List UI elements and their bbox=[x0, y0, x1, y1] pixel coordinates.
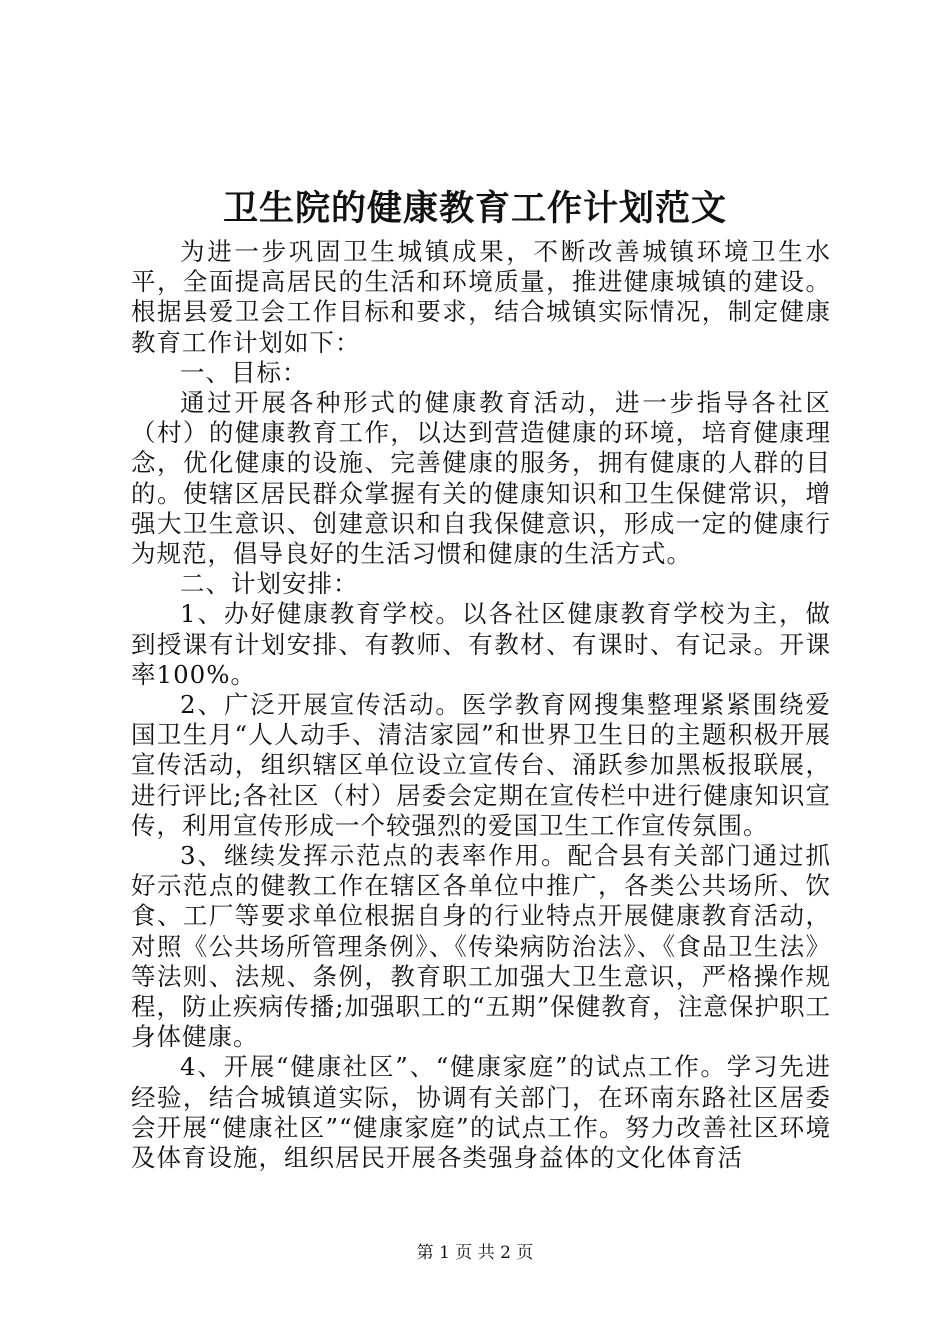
plan-item-3: 3、继续发挥示范点的表率作用。配合县有关部门通过抓好示范点的健教工作在辖区各单位中推广，各类公共场所、饮食、工厂等要求单位根据自身的行业特点开展健康教育活动，对照《公共场所管理条例》、《传染病防治法》、《食品卫生法》等法则、法规、条例，教育职工加强大卫生意识，严格操作规程，防止疾病传播;加强职工的“五期”保健教育，注意保护职工身体健康。 bbox=[131, 841, 831, 1052]
plan-item-1: 1、办好健康教育学校。以各社区健康教育学校为主，做到授课有计划安排、有教师、有教材、有课时、有记录。开课率100%。 bbox=[131, 599, 831, 689]
page-number-footer: 第 1 页 共 2 页 bbox=[416, 1243, 534, 1263]
section-heading-goals: 一、目标： bbox=[180, 357, 308, 387]
document-body bbox=[131, 237, 831, 1173]
plan-item-2: 2、广泛开展宣传活动。医学教育网搜集整理紧紧围绕爱国卫生月“人人动手、清洁家园”和世界卫生日的主题积极开展宣传活动，组织辖区单位设立宣传台、涌跃参加黑板报联展，进行评比;各社区（村）居委会定期在宣传栏中进行健康知识宣传，利用宣传形成一个较强烈的爱国卫生工作宣传氛围。 bbox=[131, 690, 831, 840]
plan-item-4: 4、开展“健康社区”、“健康家庭”的试点工作。学习先进经验，结合城镇道实际，协调有关部门，在环南东路社区居委会开展“健康社区”“健康家庭”的试点工作。努力改善社区环境及体育设施，组织居民开展各类强身益体的文化体育活 bbox=[131, 1052, 831, 1173]
intro-paragraph: 为进一步巩固卫生城镇成果，不断改善城镇环境卫生水平，全面提高居民的生活和环境质量，推进健康城镇的建设。根据县爱卫会工作目标和要求，结合城镇实际情况，制定健康教育工作计划如下： bbox=[131, 237, 831, 357]
section-heading-plan: 二、计划安排： bbox=[180, 569, 359, 599]
goals-paragraph: 通过开展各种形式的健康教育活动，进一步指导各社区（村）的健康教育工作，以达到营造健康的环境，培育健康理念，优化健康的设施、完善健康的服务，拥有健康的人群的目的。使辖区居民群众掌握有关的健康知识和卫生保健常识，增强大卫生意识、创建意识和自我保健意识，形成一定的健康行为规范，倡导良好的生活习惯和健康的生活方式。 bbox=[131, 388, 831, 569]
document-title: 卫生院的健康教育工作计划范文 bbox=[222, 188, 727, 229]
